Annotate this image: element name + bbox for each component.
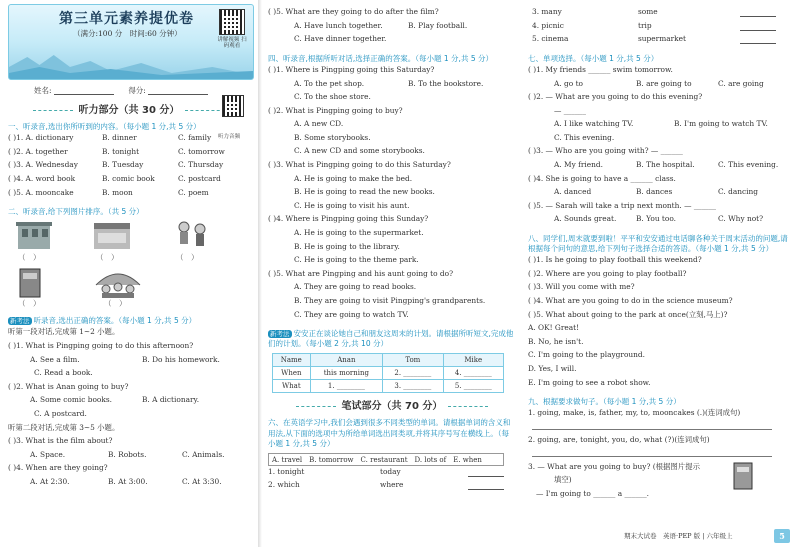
score-field[interactable]: [148, 86, 208, 95]
score-label: 得分:: [128, 86, 146, 95]
list-item[interactable]: ( )1. A. dictionary B. dinner C. family: [8, 133, 212, 143]
page-footer: 期末大试卷 英语·PEP 版 | 六年级上: [624, 532, 733, 541]
option[interactable]: B. He is going to the library.: [294, 241, 400, 251]
section7-heading: 七、单项选择。（每小题 1 分,共 5 分）: [528, 53, 659, 63]
question: 3. — What are you going to buy? (根据图片提示: [528, 461, 700, 471]
question: ( )4. Where is Pingping going this Sunday?: [268, 214, 429, 224]
list-item[interactable]: ( )3. A. Wednesday B. Tuesday C. Thursday: [8, 160, 224, 170]
question: ( )1. Is he going to play football this weekend?: [528, 255, 702, 265]
answer-blank[interactable]: — ______: [554, 105, 586, 115]
answer-option: B. No, he isn't.: [528, 336, 584, 346]
option[interactable]: C. To the shoe store.: [294, 92, 371, 102]
video-qr-code[interactable]: [219, 9, 245, 35]
answer-paren[interactable]: （ ）: [18, 299, 41, 309]
family-picture: [92, 267, 144, 299]
audio-qr-label: 听力音频: [218, 134, 241, 140]
option[interactable]: C. A new CD and some storybooks.: [294, 146, 425, 156]
section2-pictures: [8, 219, 254, 311]
question: ( )5. What are Pingping and his aunt going to do?: [268, 268, 454, 278]
option[interactable]: C. He is going to visit his aunt.: [294, 200, 410, 210]
word-options-box: A. travel B. tomorrow C. restaurant D. lots of E. when: [268, 453, 504, 466]
name-field[interactable]: [54, 86, 114, 95]
option[interactable]: A. A new CD.: [294, 119, 344, 129]
answer-blank[interactable]: [740, 8, 776, 17]
section8-heading: 八、同学们,周末就要到啦！平平和安安通过电话聊各种关于周末活动的问题,请根据每个问句的意思,给下列句子选择合适的答语。（每小题 1 分,共 5 分）: [528, 234, 788, 254]
answer-line[interactable]: [532, 452, 772, 457]
question: ( )3. Will you come with me?: [528, 282, 635, 292]
option[interactable]: B. They are going to visit Pingping's grandparents.: [294, 296, 486, 305]
shop-picture: [92, 219, 132, 251]
answer-paren[interactable]: （ ）: [176, 253, 199, 263]
option[interactable]: C. A postcard.: [34, 408, 87, 418]
section9-heading: 九、根据要求做句子。（每小题 1 分,共 5 分）: [528, 397, 681, 407]
question: ( )1. Where is Pingping going this Saturday?: [268, 64, 435, 74]
answer-paren[interactable]: （ ）: [18, 253, 41, 263]
answer-option: E. I'm going to see a robot show.: [528, 377, 651, 387]
exam-title: 第三单元素养提优卷: [59, 11, 194, 27]
option[interactable]: C. Read a book.: [34, 368, 93, 378]
table-row: Name Anan Tom Mike: [273, 354, 504, 367]
question: ( )1. My friends ______ swim tomorrow.: [528, 64, 673, 74]
question: ( )5. What about going to the park at once(立刻,马上)?: [528, 309, 728, 319]
question: ( )2. What is Anan going to buy?: [8, 381, 129, 391]
answer-blank[interactable]: [468, 481, 504, 490]
question: ( )3. — Who are you going with? — ______: [528, 146, 683, 156]
list-item[interactable]: ( )4. A. word book B. comic book C. postcard: [8, 173, 221, 183]
answer-blank[interactable]: [740, 35, 776, 44]
question: ( )2. — What are you going to do this evening?: [528, 92, 703, 102]
question: ( )5. — Sarah will take a trip next month. — ______: [528, 200, 716, 210]
children-picture: [172, 219, 212, 251]
answer-paren[interactable]: （ ）: [104, 299, 127, 309]
option[interactable]: C. Have dinner together.: [294, 34, 387, 44]
section6-heading: 六、在英语学习中,我们会遇到很多不同类型的单词。请根据单词的含义和用法,从下面的选项中为所给单词选出同类项,并将其序号写在横线上。（每小题 1 分,共 5 分）: [268, 418, 511, 448]
section4-heading: 四、听录音,根据所听对话,选择正确的答案。（每小题 1 分,共 5 分）: [268, 53, 493, 63]
column-right: 3. many some 4. picnic trip 5. cinema supermarket 七、单项选择。（每小题 1 分,共 5 分） ( )1. My friends ______ swim tomorrow. A. go to B. are going to C. are going ( )2. — What are you going to do this evening? — ______ A. I like watching TV. B. I'm going to watch TV. C. This evening. ( )3. — Who are you going with? — ______ A. My friend. B. The hospital. C. This evening. ( )4. She is going to have a ______ class. A. danced B. dances C. dancing ( )5. — Sarah will take a trip next month. — ______ A. Sounds great. B. You too. C. Why not? 八、同学们,周末就要到啦！平平和安安通过电话聊各种关于周末活动的问题,请根据每个问句的意思,给下列句子选择合适的答语。（每小题 1 分,共 5 分） ( )1. Is he going to play football this weekend? ( )2. Where are you going to play football? ( )3. Will you come with me? ( )4. What are you going to do in the science museum? ( )5. What about going to the park at once(立刻,马上)? A. OK! Great! B. No, he isn't. C. I'm going to the playground. D. Yes, I will. E. I'm going to see a robot show. 九、根据要求做句子。（每小题 1 分,共 5 分） 1. going, make, is, father, my, to, mooncakes (.)(连词成句) 2. going, are, tonight, you, do, what (?)(连词成句) 3. — What are you going to buy? (根据图片提示 填空) — I'm going to ______ a ______. 期末大试卷 英语·PEP 版 | 六年级上 5: [524, 0, 800, 547]
fill-sentence[interactable]: — I'm going to ______ a ______.: [536, 488, 649, 498]
answer-blank[interactable]: [468, 468, 504, 477]
option[interactable]: B. He is going to read the new books.: [294, 187, 435, 197]
building-picture: [14, 219, 54, 251]
section1-rows: [8, 134, 254, 202]
section2-heading: 二、听录音,给下列图片排序。（共 5 分）: [8, 207, 144, 217]
listening-section-title: 听力部分（共 30 分）: [0, 105, 258, 117]
table-row: What 1. ________ 3. ________ 5. ________: [273, 380, 504, 393]
column-middle: ( )5. What are they going to do after the film? A. Have lunch together. B. Play football. C. Have dinner together. 四、听录音,根据所听对话,选择正确的答案。（每小题 1 分,共 5 分） ( )1. Where is Pingping going this Saturday? A. To the pet shop. B. To the bookstore. C. To the shoe store. ( )2. What is Pingping going to buy? A. A new CD. B. Some storybooks. C. A new CD and some storybooks. ( )3. What is Pingping going to do this Saturday? A. He is going to make the bed. B. He is going to read the new books. C. He is going to visit his aunt. ( )4. Where is Pingping going this Sunday? A. He is going to the supermarket. B. He is going to the library. C. He is going to the theme park. ( )5. What are Pingping and his aunt going to do? A. They are going to read books. B. They are going to visit Pingping's grandparents. C. They are going to watch TV. 新考法 安安正在谈论她自己和朋友这周末的计划。请根据所听短文,完成他们的计划。（每小题 2 分,共 10 分） Name Anan Tom Mike When this morning 2. ________ 4. ________ What 1. ________ 3. ________ 5. ________ 笔试部分（共 70 分） 六、在英语学习中,我们会遇到很多不同类型的单词。请根据单词的含义和用法,从下面的选项中为所给单词选出同类项,并将其序号写在横线上。（每小题 1 分,共 5 分） A. travel B. tomorrow C. restaurant D. lots of E. when 1. tonight today 2. which where: [262, 0, 520, 547]
option[interactable]: B. Some storybooks.: [294, 132, 371, 142]
option[interactable]: C. He is going to the theme park.: [294, 255, 419, 265]
question: 1. going, make, is, father, my, to, mooncakes (.)(连词成句): [528, 408, 741, 418]
question: ( )5. What are they going to do after the film?: [268, 7, 439, 16]
section3-heading: 新考法 听录音,选出正确的答案。（每小题 1 分,共 5 分）: [10, 316, 197, 326]
question: ( )4. When are they going?: [8, 463, 108, 473]
table-row: When this morning 2. ________ 4. ________: [273, 367, 504, 380]
answer-paren[interactable]: （ ）: [96, 253, 119, 263]
question: ( )4. She is going to have a ______ class.: [528, 173, 676, 183]
option[interactable]: A. He is going to make the bed.: [294, 173, 413, 183]
exam-header: [8, 4, 254, 80]
question: ( )2. What is Pingping going to buy?: [268, 105, 403, 115]
section1-heading: 一、听录音,选出你所听到的内容。（每小题 1 分,共 5 分）: [8, 122, 201, 131]
question: 2. going, are, tonight, you, do, what (?)(连词成句): [528, 434, 710, 444]
question: ( )1. What is Pingping going to do this afternoon?: [8, 340, 194, 350]
question: ( )2. Where are you going to play football?: [528, 268, 687, 278]
mountain-decoration: [9, 49, 253, 79]
option[interactable]: C. They are going to watch TV.: [294, 309, 409, 319]
answer-line[interactable]: [532, 425, 772, 430]
name-label: 姓名:: [34, 86, 52, 95]
written-section-title: 笔试部分（共 70 分）: [268, 401, 516, 413]
answer-option: A. OK! Great!: [528, 323, 580, 333]
question: ( )4. What are you going to do in the science museum?: [528, 296, 733, 306]
page-number: 5: [774, 529, 790, 543]
list-item[interactable]: ( )2. A. together B. tonight C. tomorrow: [8, 146, 225, 156]
question: ( )3. What is Pingping going to do this Saturday?: [268, 160, 451, 170]
option[interactable]: A. They are going to read books.: [294, 282, 417, 292]
answer-blank[interactable]: [740, 22, 776, 31]
answer-option: D. Yes, I will.: [528, 364, 577, 374]
book-icon: [732, 461, 756, 491]
option[interactable]: C. This evening.: [554, 132, 615, 142]
book-picture: [16, 267, 44, 299]
name-score-row: [34, 86, 258, 95]
column-left: 第三单元素养提优卷 （满分:100 分 时间:60 分钟） 讲解视频 扫码观看 姓名: 得分: 听力部分（共 30 分） 听力音频 一、听录音,选出你所听到的内容。（每小题 1 分,共 5 分） ( )1. A. dictionary B. dinner C. family ( )2. A. together B. tonight C. tomorrow ( )3. A. Wednesday B. Tuesday C. Thursday ( )4. A. word book B. comic book C. postcard ( )5. A. mooncake B. moon C. poem 二、听录音,给下列图片排序。（共 5 分） （ ） （ ） （ ） （ ） （ ） 新考法 听录音,选出正确的答案。（每小题 1 分,共 5 分） 听第一段对话,完成第 1~2 小题。 ( )1. What is Pingping going to do this afternoon? A. See a film. B. Do his homework. C. Read a book. ( )2. What is Anan going to buy? A. Some comic books. B. A dictionary. C. A postcard. 听第二段对话,完成第 3~5 小题。 ( )3. What is the film about? A. Space. B. Robots. C. Animals. ( )4. When are they going? A. At 2:30. B. At 3:00. C. At 3:30.: [0, 0, 258, 547]
question: ( )3. What is the film about?: [8, 436, 113, 446]
dialog1-instruction: 听第一段对话,完成第 1~2 小题。: [8, 327, 120, 337]
dialog2-instruction: 听第二段对话,完成第 3~5 小题。: [8, 422, 120, 432]
plan-table: [272, 353, 504, 393]
answer-option: C. I'm going to the playground.: [528, 350, 645, 360]
section5-heading: 新考法 安安正在谈论她自己和朋友这周末的计划。请根据所听短文,完成他们的计划。（每小题 2 分,共 10 分）: [268, 329, 514, 349]
list-item[interactable]: ( )5. A. mooncake B. moon C. poem: [8, 187, 209, 197]
option[interactable]: A. He is going to the supermarket.: [294, 228, 424, 238]
video-qr-label: 讲解视频 扫码观看: [217, 37, 247, 50]
audio-qr-code[interactable]: [222, 95, 244, 117]
exam-meta: （满分:100 分 时间:60 分钟）: [73, 29, 182, 38]
question-continued: 填空): [554, 475, 572, 485]
